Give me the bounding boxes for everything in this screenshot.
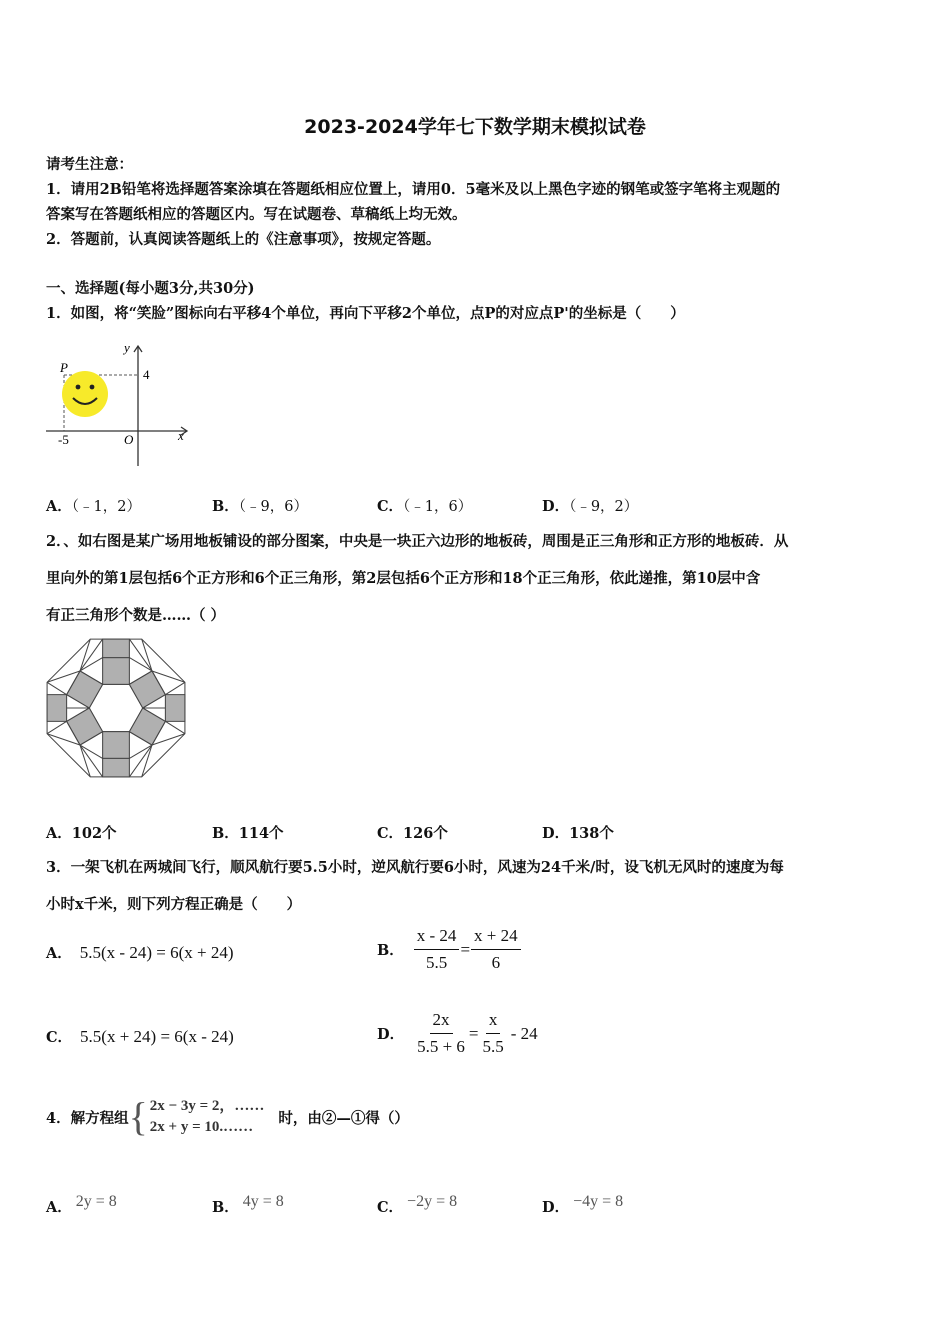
q4-question: 4．解方程组 { 2x − 3y = 2，…… 2x + y = 10.…… 时，由②—①得（） — [46, 1094, 409, 1139]
label-y: y — [124, 340, 130, 355]
q2-option-d[interactable]: D．138个 — [542, 825, 614, 842]
q3-option-a[interactable]: A． 5.5(x - 24) = 6(x + 24) — [46, 942, 234, 962]
q3-d-fraction-1: $\frac{2x}{5.5 + 6}$ — [417, 1010, 465, 1056]
label-p: P — [60, 360, 68, 375]
label-origin: O — [124, 432, 134, 447]
q2-option-c[interactable]: C．126个 — [377, 825, 448, 842]
q1-option-d[interactable]: D．（﹣9，2） — [542, 498, 639, 515]
notice-heading: 请考生注意： — [46, 156, 133, 173]
q2-line-2: 里向外的第1层包括6个正方形和6个正三角形，第2层包括6个正方形和18个正三角形，依此递推，第10层中含 — [46, 570, 761, 587]
q3-a-equation: 5.5(x - 24) = 6(x + 24) — [79, 942, 234, 962]
notice-line-1: 1．请用2B铅笔将选择题答案涂填在答题纸相应位置上，请用0．5毫米及以上黑色字迹的钢笔或签字笔将主观题的 — [46, 181, 781, 198]
q4-option-b[interactable]: B． 4y = 8 — [212, 1192, 284, 1216]
q3-d-fraction-2: $\frac{x}{5.5}$ — [482, 1010, 504, 1056]
q2-option-a[interactable]: A．102个 — [46, 825, 117, 842]
smiley-face-icon — [62, 371, 108, 417]
q1-text: 1．如图，将“笑脸”图标向右平移4个单位，再向下平移2个单位，点P的对应点P'的坐标是（ ） — [46, 305, 685, 322]
smiley-right-eye — [90, 385, 95, 390]
q2-line-3: 有正三角形个数是……（ ） — [46, 607, 226, 624]
q3-b-fraction-1: $\frac{x - 24}{5.5}$ — [414, 926, 460, 973]
q3-c-equation: 5.5(x + 24) = 6(x - 24) — [80, 1026, 234, 1046]
notice-line-3: 2．答题前，认真阅读答题纸上的《注意事项》，按规定答题。 — [46, 231, 441, 248]
q3-option-c[interactable]: C． 5.5(x + 24) = 6(x - 24) — [46, 1026, 234, 1046]
label-neg5: -5 — [58, 432, 69, 447]
notice-line-2: 答案写在答题纸相应的答题区内。写在试题卷、草稿纸上均无效。 — [46, 206, 467, 223]
q4-equation-1: 2x − 3y = 2，…… — [149, 1098, 265, 1114]
q3-line-2: 小时x千米，则下列方程正确是（ ） — [46, 896, 302, 913]
section-heading: 一、选择题(每小题3分,共30分) — [46, 280, 255, 297]
q1-coordinate-figure — [44, 338, 194, 468]
q1-option-a[interactable]: A．（﹣1，2） — [46, 498, 141, 515]
tiling-pattern — [47, 639, 185, 777]
q3-b-fraction-2: $\frac{x + 24}{6}$ — [471, 926, 521, 973]
smiley-left-eye — [76, 385, 81, 390]
label-x: x — [178, 428, 184, 443]
q2-tiling-figure — [44, 636, 188, 780]
q4-equation-system: { 2x − 3y = 2，…… 2x + y = 10.…… — [128, 1094, 265, 1139]
q3-line-1: 3．一架飞机在两城间飞行，顺风航行要5.5小时，逆风航行要6小时，风速为24千米/时，设飞机无风时的速度为每 — [46, 859, 784, 876]
q3-option-d[interactable]: D． $\frac{2x}{5.5 + 6}$ = $\frac{x}{5.5}$ - 24 — [377, 1010, 538, 1056]
q1-option-b[interactable]: B．（﹣9，6） — [212, 498, 308, 515]
q4-option-a[interactable]: A． 2y = 8 — [46, 1192, 117, 1216]
q3-option-b[interactable]: B． $\frac{x - 24}{5.5}$ = $\frac{x + 24}{6}$ — [377, 926, 521, 973]
q1-option-c[interactable]: C．（﹣1，6） — [377, 498, 473, 515]
q2-option-b[interactable]: B．114个 — [212, 825, 284, 842]
q2-line-1: 2．、如右图是某广场用地板铺设的部分图案，中央是一块正六边形的地板砖，周围是正三角形和正方形的地板砖．从 — [46, 533, 789, 550]
q4-equation-2: 2x + y = 10.…… — [149, 1119, 254, 1135]
label-four: 4 — [143, 367, 150, 382]
page-title: 2023-2024学年七下数学期末模拟试卷 — [304, 116, 646, 138]
q4-option-c[interactable]: C． −2y = 8 — [377, 1192, 458, 1216]
q4-option-d[interactable]: D． −4y = 8 — [542, 1192, 624, 1216]
